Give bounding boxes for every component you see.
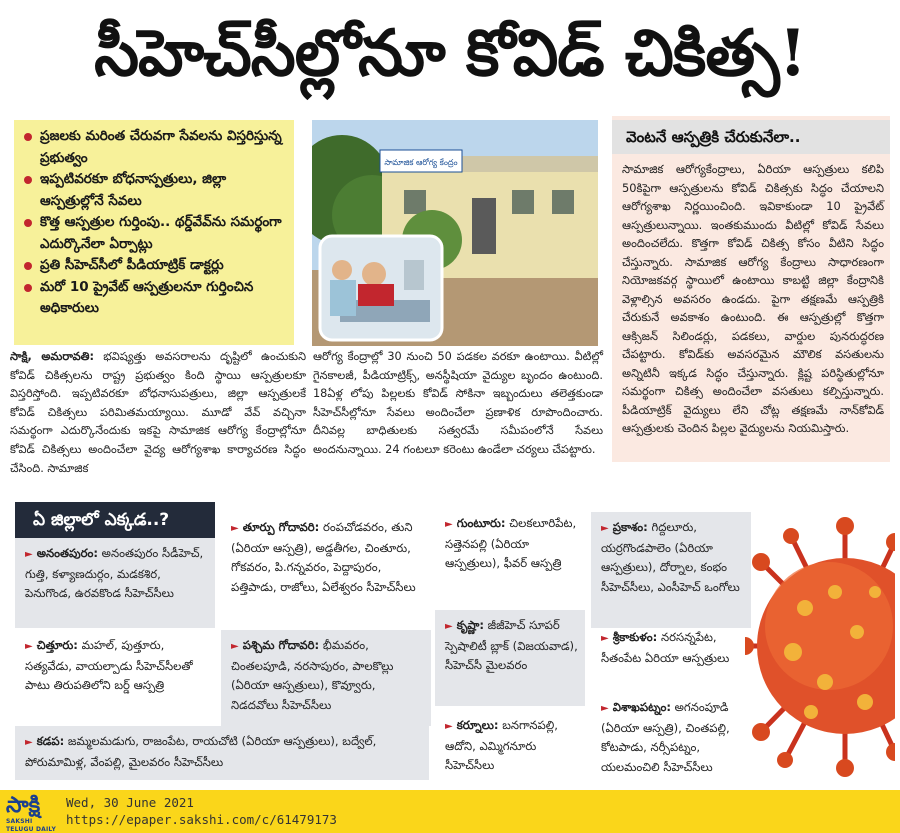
- hospital-sign: సామాజిక ఆరోగ్య కేంద్రం: [384, 158, 458, 167]
- highlight-item: కొత్త ఆస్పత్రుల గుర్తింపు.. థర్డ్‌వేవ్‌ను సమర్థంగా ఎదుర్కొనేలా ఏర్పాట్లు: [24, 212, 286, 255]
- district-srikakulam: ► శ్రీకాకుళం: నరసన్నపేట, సీతంపేట ఏరియా ఆస్పత్రులు: [601, 630, 730, 665]
- sidebar-box: [612, 116, 890, 462]
- arrow-icon: ►: [231, 641, 239, 652]
- headline: సీహెచ్‌సీల్లోనూ కోవిడ్‌ చికిత్స!: [94, 16, 806, 91]
- article-text-1: భవిష్యత్తు అవసరాలను దృష్టిలో ఉంచుకుని కోవిడ్‌ చికిత్సలను రాష్ట్ర ప్రభుత్వం కింది స్థాయి ఆస్పత్రులకూ విస్తరిస్తోంది. ఇప్పటివరకూ బోధనాసుపత్రులు, జిల్లా ఆస్పత్రులకే కోవిడ్‌ చికిత్సలు పరిమితమయ్యాయి. మూడో వేవ్‌ వచ్చినా సమర్థంగా ఎదుర్కొనేందుకు ఇకపై సామాజిక ఆరోగ్య కేంద్రాల్లోనూ కోవిడ్‌ చికిత్సలు అందించేలా వైద్య ఆరోగ్యశాఖ కార్యాచరణ సిద్ధం చేసింది. సామాజిక: [10, 350, 306, 475]
- hospital-photo: [312, 120, 598, 346]
- article-column-1: [10, 348, 306, 478]
- dateline: సాక్షి, అమరావతి:: [10, 350, 95, 363]
- sakshi-logo: సాక్షి SAKSHI TELUGU DAILY: [6, 793, 57, 833]
- highlight-item: ఇప్పటివరకూ బోధనాస్పత్రులు, జిల్లా ఆస్పత్రుల్లోనే సేవలు: [24, 169, 286, 212]
- arrow-icon: ►: [601, 633, 609, 644]
- footer-bar: [0, 790, 900, 833]
- district-kadapa: ► కడప: జమ్మలమడుగు, రాజంపేట, రాయచోటి (ఏరియా ఆస్పత్రులు), బద్వేల్‌, పోరుమామిళ్ల, వేంపల్లి, మైలవరం సీహెచ్‌సీలు: [15, 726, 429, 780]
- arrow-icon: ►: [445, 621, 453, 632]
- district-krishna: ► కృష్ణా: జీజీహెచ్‌ సూపర్‌ స్పెషాలిటీ బ్లాక్‌ (విజయవాడ), సీహెచ్‌సీ మైలవరం: [435, 610, 585, 706]
- district-prakasam: ► ప్రకాశం: గిద్దలూరు, యర్రగొండపాలెం (ఏరియా ఆస్పత్రులు), దోర్నాల, కంభం సీహెచ్‌సీలు, ఎంసీహెచ్‌ ఒంగోలు: [591, 512, 751, 628]
- district-anantapur: ► అనంతపురం: అనంతపురం సీడీహెచ్‌, గుత్తి, కళ్యాణదుర్గం, మడకశిర, పెనుగొండ, ఉరవకొండ సీహెచ్‌సీలు: [15, 538, 215, 628]
- bullet-dot-icon: [24, 219, 32, 227]
- article-column-2: ఆరోగ్య కేంద్రాల్లో 30 నుంచి 50 పడకల వరకూ ఉంటాయి. వీటిల్లో గైనకాలజీ, పీడియాట్రిక్స్‌, అనస్థీషియా వైద్యుల బృందం ఉంటుంది. 18ఏళ్ల లోపు పిల్లలకు కోవిడ్‌ సోకినా ఇబ్బందులు తలెత్తకుండా సీహెచ్‌సీల్లోనూ సేవలు అందించేలా ప్రణాళిక రూపొందించారు. దీనివల్ల బాధితులకు సత్వరమే సమీపంలోనే సేవలు అందనున్నాయి. 24 గంటలూ కరెంటు ఉండేలా చర్యలు చేపట్టారు.: [313, 350, 603, 456]
- arrow-icon: ►: [25, 737, 33, 748]
- highlight-item: మరో 10 ప్రైవేట్‌ ఆస్పత్రులనూ గుర్తించిన అధికారులు: [24, 277, 286, 320]
- footer-date: Wed, 30 June 2021: [66, 795, 194, 810]
- district-guntur: ► గుంటూరు: చిలకలూరిపేట, సత్తెనపల్లి (ఏరియా ఆస్పత్రులు), ఫీవర్‌ ఆస్పత్రి: [445, 516, 577, 570]
- district-chittoor: ► చిత్తూరు: మహల్‌, పుత్తూరు, సత్యవేడు, వాయల్పాడు సీహెచ్‌సీలతో పాటు తిరుపతిలోని బర్డ్‌ ఆస్పత్రి: [25, 638, 193, 692]
- highlights-box: [14, 120, 294, 345]
- bullet-dot-icon: [24, 176, 32, 184]
- highlight-item: ప్రజలకు మరింత చేరువగా సేవలను విస్తరిస్తున్న ప్రభుత్వం: [24, 126, 286, 169]
- bullet-dot-icon: [24, 133, 32, 141]
- virus-illustration: [745, 512, 895, 780]
- district-east-godavari: ► తూర్పు గోదావరి: రంపచోడవరం, తుని (ఏరియా ఆస్పత్రి), అడ్డతీగల, చింతూరు, గోకవరం, పి.గన్నవరం, పెద్దాపురం, పత్తిపాడు, రాజోలు, ఏలేశ్వరం సీహెచ్‌సీలు: [231, 520, 416, 594]
- arrow-icon: ►: [601, 523, 609, 534]
- arrow-icon: ►: [25, 641, 33, 652]
- arrow-icon: ►: [445, 721, 453, 732]
- district-west-godavari: ► పశ్చిమ గోదావరి: భీమవరం, చింతలపూడి, నరసాపురం, పాలకొల్లు (ఏరియా ఆస్పత్రులు), కొవ్వూరు, నిడదవోలు సీహెచ్‌సీలు: [221, 630, 431, 726]
- district-visakhapatnam: ► విశాఖపట్నం: అగనంపూడి (ఏరియా ఆస్పత్రి), చింతపల్లి, కోటపాడు, నర్సీపట్నం, యలమంచిలి సీహెచ్‌సీలు: [601, 700, 730, 774]
- arrow-icon: ►: [25, 549, 33, 560]
- footer-url[interactable]: https://epaper.sakshi.com/c/61479173: [66, 812, 337, 827]
- sidebar-body: సామాజిక ఆరోగ్యకేంద్రాలు, ఏరియా ఆస్పత్రులు కలిపి 50కిపైగా ఆస్పత్రులను కోవిడ్‌ చికిత్సకు సిద్ధం చేయాలని ఆరోగ్యశాఖ నిర్ణయించింది. ఇవికాకుండా 10 ప్రైవేట్‌ ఆస్పత్రులున్నాయి. ఇంతకుముందు వీటిల్లో కోవిడ్‌ సేవలు అందించలేదు. కొత్తగా కోవిడ్‌ చికిత్స కోసం వీటిని సిద్ధం చేస్తున్నారు. సామాజిక ఆరోగ్య కేంద్రాలు సాధారణంగా నియోజకవర్గ స్థాయిలో ఉంటాయి కాబట్టి జిల్లా కేంద్రానికి వెళ్లాల్సిన అవసరం ఉండదు. పైగా తక్షణమే ఆస్పత్రికి చేరుకునే అవకాశం ఉంటుంది. ఈ ఆస్పత్రుల్లో కొత్తగా ఆక్సిజన్‌ సిలిండర్లు, పడకలు, వార్డుల పునరుద్ధరణ చేపట్టారు. కోవిడ్‌కు అవసరమైన మౌలిక వసతులను అన్నిటినీ ఇక్కడ సిద్ధం చేస్తున్నారు. క్లిష్ట పరిస్థితుల్లోనూ సమర్థంగా చికిత్స అందించేలా వసతులు కల్పిస్తున్నారు. పీడియాట్రిక్‌ వైద్యులు లేని చోట్ల తక్షణమే నాన్‌కోవిడ్‌ ఆస్పత్రులకు చెందిన పిల్లల వైద్యులను నియమిస్తారు.: [622, 162, 884, 435]
- highlight-item: ప్రతి సీహెచ్‌సీలో పీడియాట్రిక్‌ డాక్టర్లు: [24, 255, 286, 277]
- arrow-icon: ►: [445, 519, 453, 530]
- district-kurnool: ► కర్నూలు: బనగానపల్లి, ఆదోని, ఎమ్మిగనూరు సీహెచ్‌సీలు: [445, 718, 558, 772]
- bullet-dot-icon: [24, 262, 32, 270]
- arrow-icon: ►: [601, 703, 609, 714]
- bullet-dot-icon: [24, 284, 32, 292]
- sidebar-title: వెంటనే ఆస్పత్రికి చేరుకునేలా..: [612, 120, 890, 154]
- arrow-icon: ►: [231, 523, 239, 534]
- districts-title: ఏ జిల్లాలో ఎక్కడ..?: [15, 502, 215, 538]
